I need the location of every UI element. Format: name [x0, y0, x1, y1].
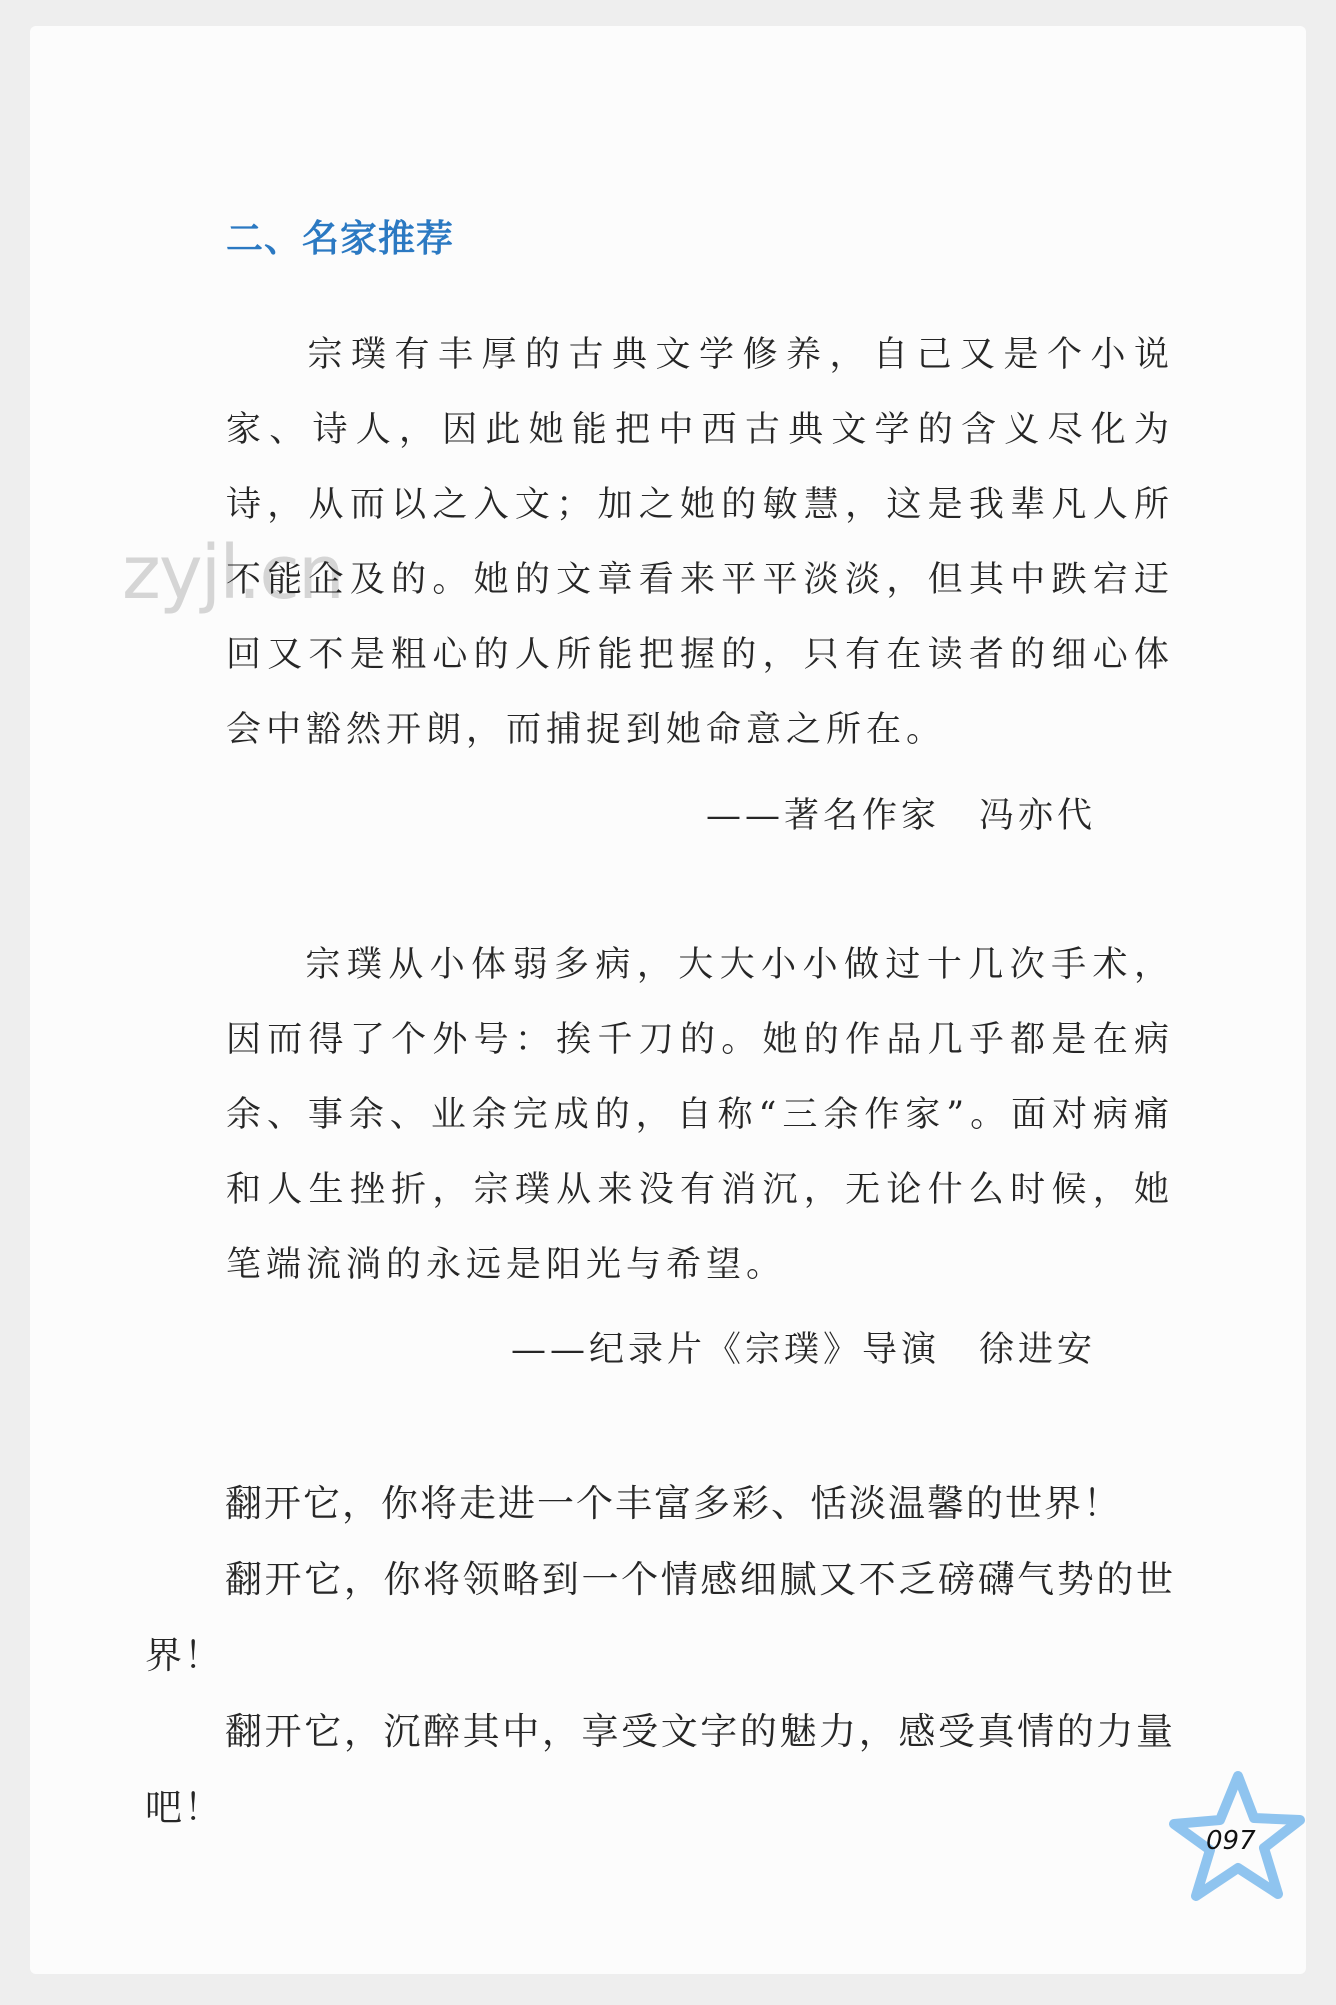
closing-line: 翻开它，你将走进一个丰富多彩、恬淡温馨的世界！ — [225, 1482, 1122, 1525]
closing-section — [145, 1466, 1175, 1846]
quote-attribution: ——著名作家 冯亦代 — [705, 796, 1096, 836]
quote-text: 宗璞从小体弱多病，大大小小做过十几次手术，因而得了个外号：挨千刀的。她的作品几乎都是在病余、事余、业余完成的，自称“三余作家”。面对病痛和人生挫折，宗璞从来没有消沉，无论什么时候，她笔端流淌的永远是阳光与希望。 — [226, 945, 1174, 1285]
quote-text: 宗璞有丰厚的古典文学修养，自己又是个小说家、诗人，因此她能把中西古典文学的含义尽化为诗，从而以之入文；加之她的敏慧，这是我辈凡人所不能企及的。她的文章看来平平淡淡，但其中跌宕迂回又不是粗心的人所能把握的，只有在读者的细心体会中豁然开朗，而捕捉到她命意之所在。 — [226, 335, 1174, 750]
closing-line: 翻开它，你将领略到一个情感细腻又不乏磅礴气势的世界！ — [145, 1558, 1175, 1677]
section-heading: 二、名家推荐 — [226, 217, 454, 260]
quote-attribution: ——纪录片《宗璞》导演 徐进安 — [510, 1330, 1096, 1370]
watermark: zyjl.cn — [122, 530, 343, 616]
page-number-badge — [1168, 1768, 1308, 1908]
quote-paragraph — [226, 318, 1174, 768]
closing-line: 翻开它，沉醉其中，享受文字的魅力，感受真情的力量吧！ — [145, 1710, 1175, 1829]
page-number: 097 — [1206, 1826, 1256, 1856]
quote-paragraph — [226, 928, 1174, 1303]
